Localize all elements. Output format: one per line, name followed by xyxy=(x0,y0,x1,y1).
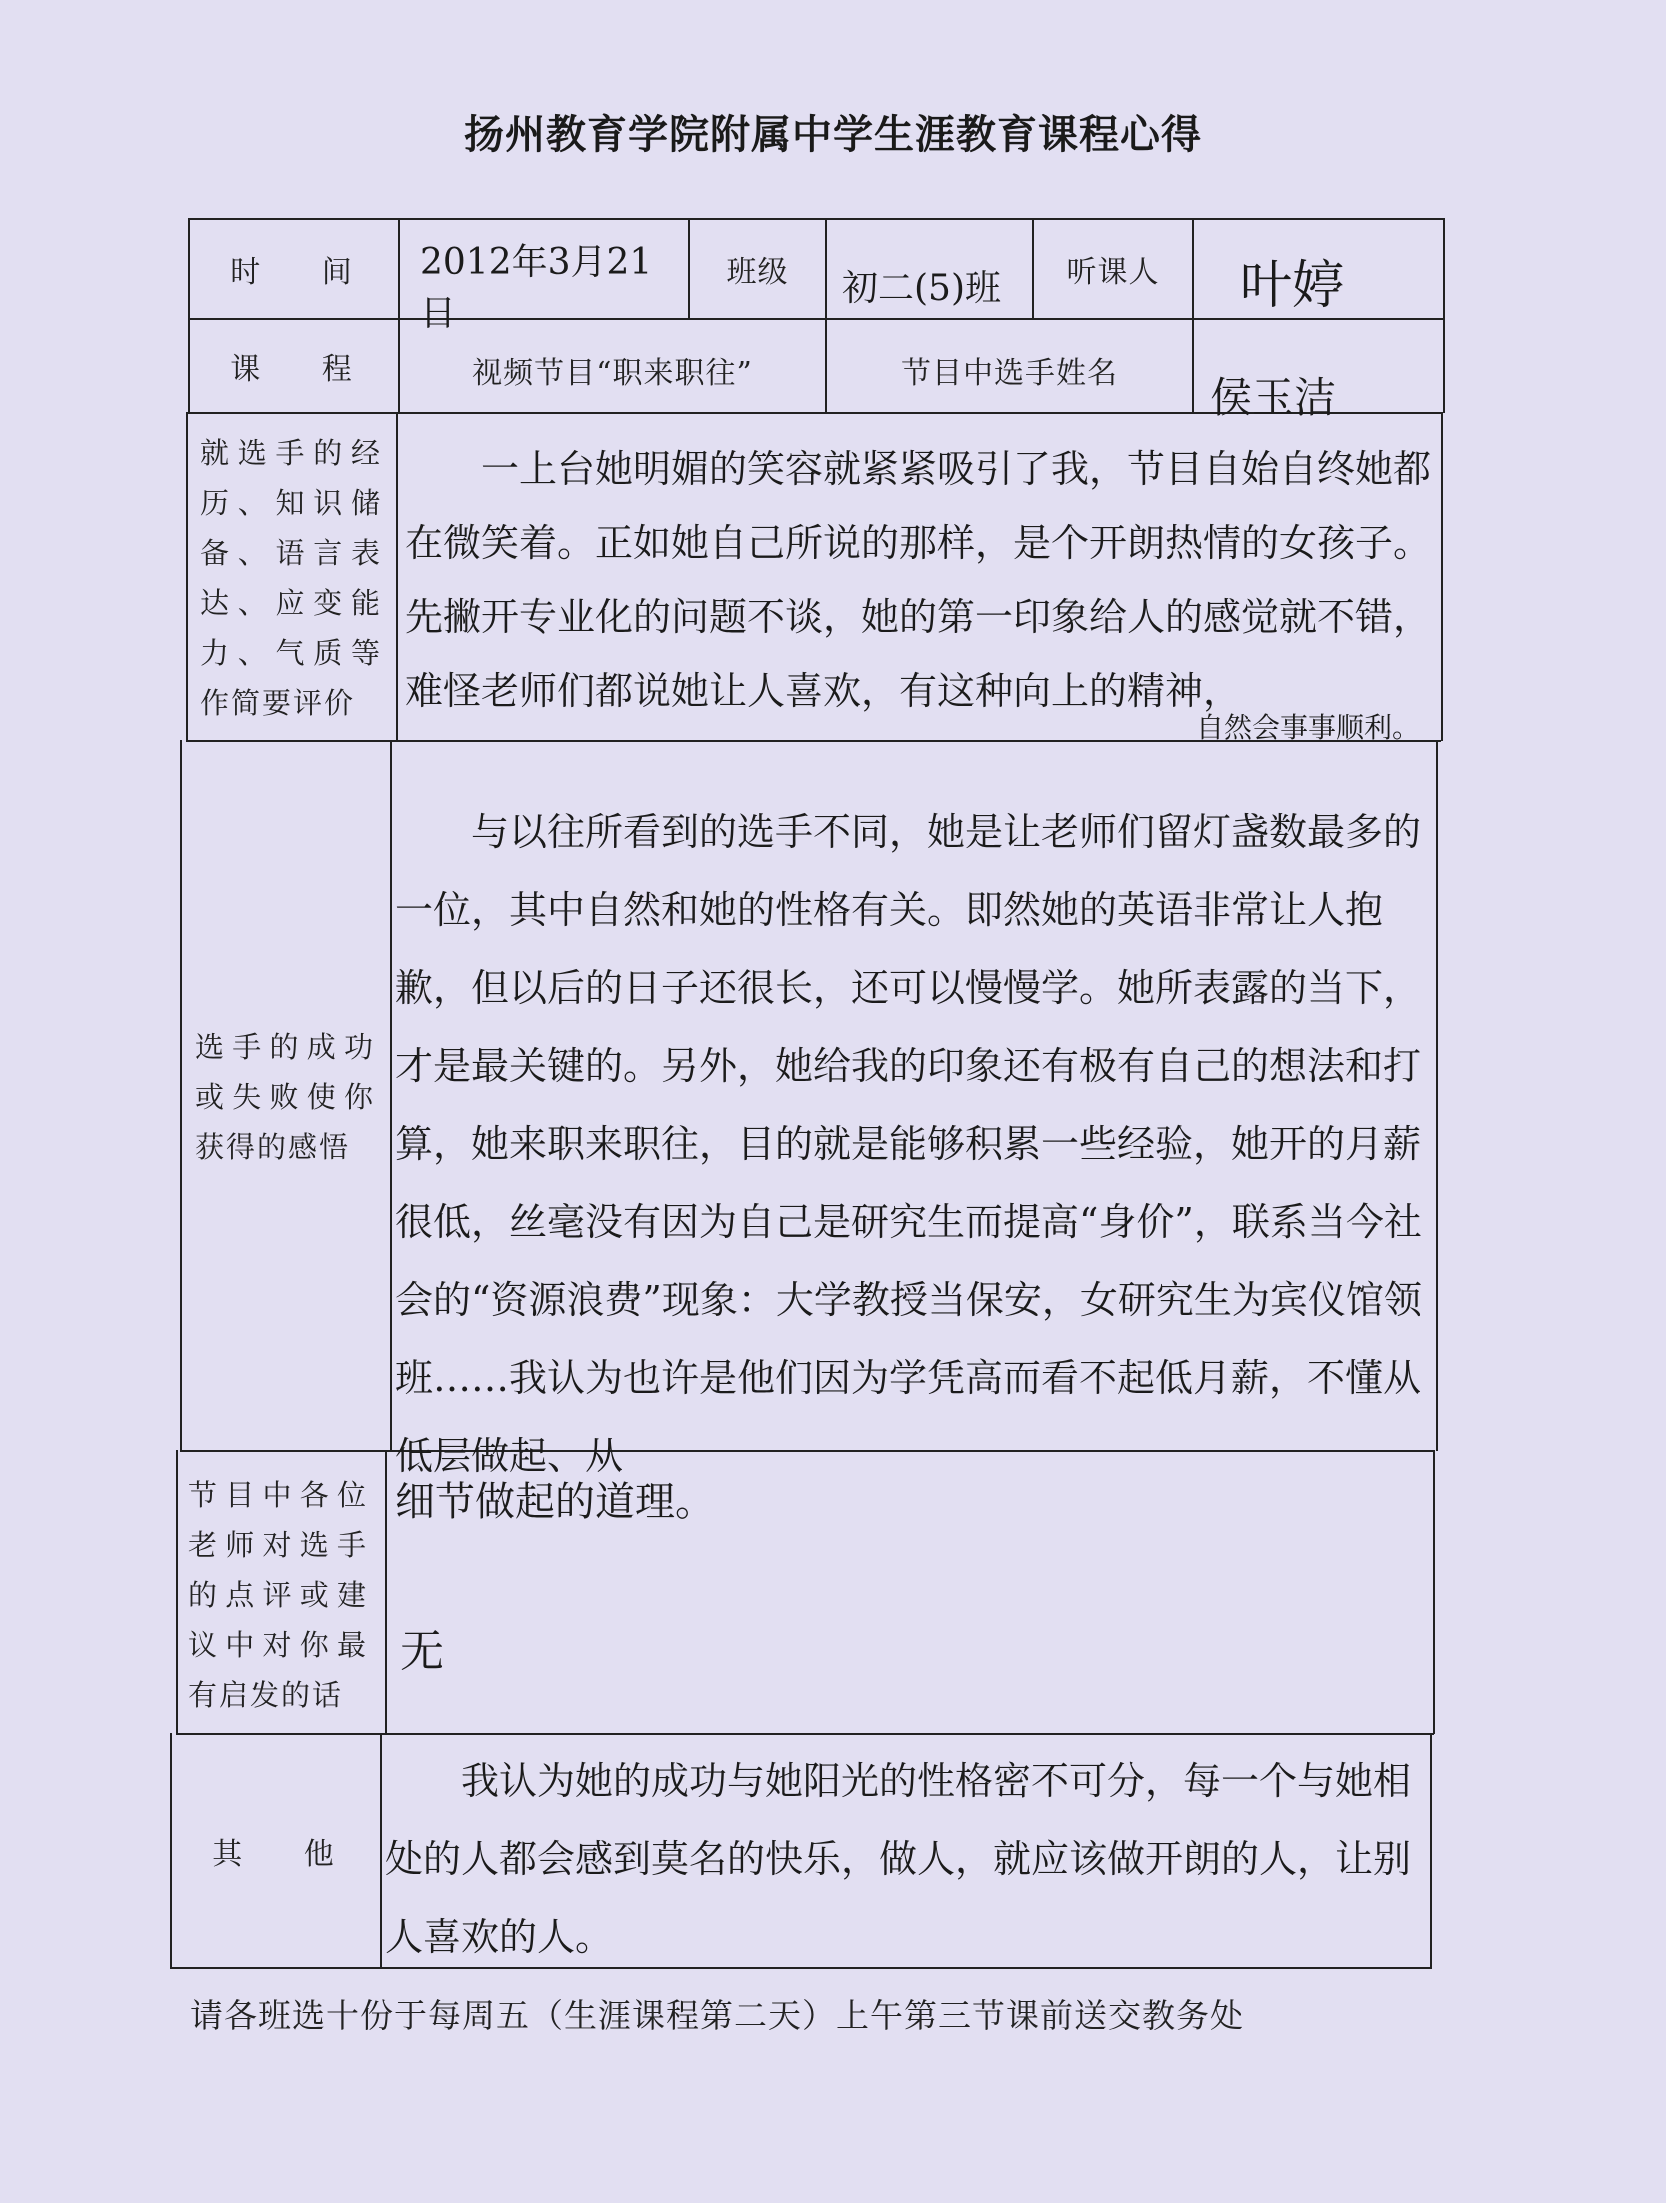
other-text: 我认为她的成功与她阳光的性格密不可分，每一个与她相处的人都会感到莫名的快乐，做人，就应该做开朗的人，让别人喜欢的人。 xyxy=(385,1759,1412,1959)
evaluation-label: 就选手的经历、知识储备、语言表达、应变能力、气质等作简要评价 xyxy=(200,436,382,720)
table-border-right xyxy=(1436,740,1438,1451)
class-value: 初二(5)班 xyxy=(842,267,1001,309)
table-label-divider xyxy=(380,1733,382,1969)
table-border-right xyxy=(1441,412,1443,741)
teacher-comments-label: 节目中各位老师对选手的点评或建议中对你最有启发的话 xyxy=(188,1478,368,1712)
listener-label: 听课人 xyxy=(1066,255,1160,290)
class-label: 班级 xyxy=(726,255,789,290)
contestant-name-label: 节目中选手姓名 xyxy=(901,356,1118,391)
table-col-divider xyxy=(1192,218,1194,413)
insight-label: 选手的成功或失败使你获得的感悟 xyxy=(195,1030,375,1164)
course-value: 视频节目“职来职往” xyxy=(472,356,753,391)
table-label-divider xyxy=(396,412,398,741)
table-label-divider xyxy=(385,1450,387,1734)
table-border-left xyxy=(180,740,182,1451)
teacher-comments-text: 无 xyxy=(400,1626,444,1677)
table-border-left xyxy=(176,1450,178,1734)
contestant-name-value: 侯玉洁 xyxy=(1210,373,1337,422)
footer-note: 请各班选十份于每周五（生涯课程第二天）上午第三节课前送交教务处 xyxy=(190,1996,1244,2035)
table-border-right xyxy=(1443,218,1445,413)
insight-text: 与以往所看到的选手不同，她是让老师们留灯盏数最多的一位，其中自然和她的性格有关。即然她的英语非常让人抱歉，但以后的日子还很长，还可以慢慢学。她所表露的当下，才是最关键的。另外，她给我的印象还有极有自己的想法和打算，她来职来职往，目的就是能够积累一些经验，她开的月薪很低，丝毫没有因为自己是研究生而提高“身价”，联系当今社会的“资源浪费”现象：大学教授当保安，女研究生为宾仪馆领班……我认为也许是他们因为学凭高而看不起低月薪，不懂从低层做起、从 xyxy=(395,810,1422,1478)
time-label: 时 间 xyxy=(230,255,378,290)
course-label: 课 程 xyxy=(230,352,378,387)
date-value: 2012年3月21日 xyxy=(420,242,653,334)
evaluation-tail-text: 自然会事事顺利。 xyxy=(1195,711,1420,744)
listener-value: 叶婷 xyxy=(1240,255,1345,316)
table-border-right xyxy=(1433,1450,1435,1734)
other-label: 其 他 xyxy=(212,1837,360,1872)
page-title: 扬州教育学院附属中学生涯教育课程心得 xyxy=(464,112,1202,158)
table-border-right xyxy=(1430,1733,1432,1969)
evaluation-text: 一上台她明媚的笑容就紧紧吸引了我，节目自始自终她都在微笑着。正如她自己所说的那样，是个开朗热情的女孩子。先撇开专业化的问题不谈，她的第一印象给人的感觉就不错，难怪老师们都说她让人喜欢，有这种向上的精神， xyxy=(405,447,1432,713)
insight-tail-text: 细节做起的道理。 xyxy=(395,1479,715,1525)
table-border-left xyxy=(186,412,188,741)
table-label-divider xyxy=(390,740,392,1451)
